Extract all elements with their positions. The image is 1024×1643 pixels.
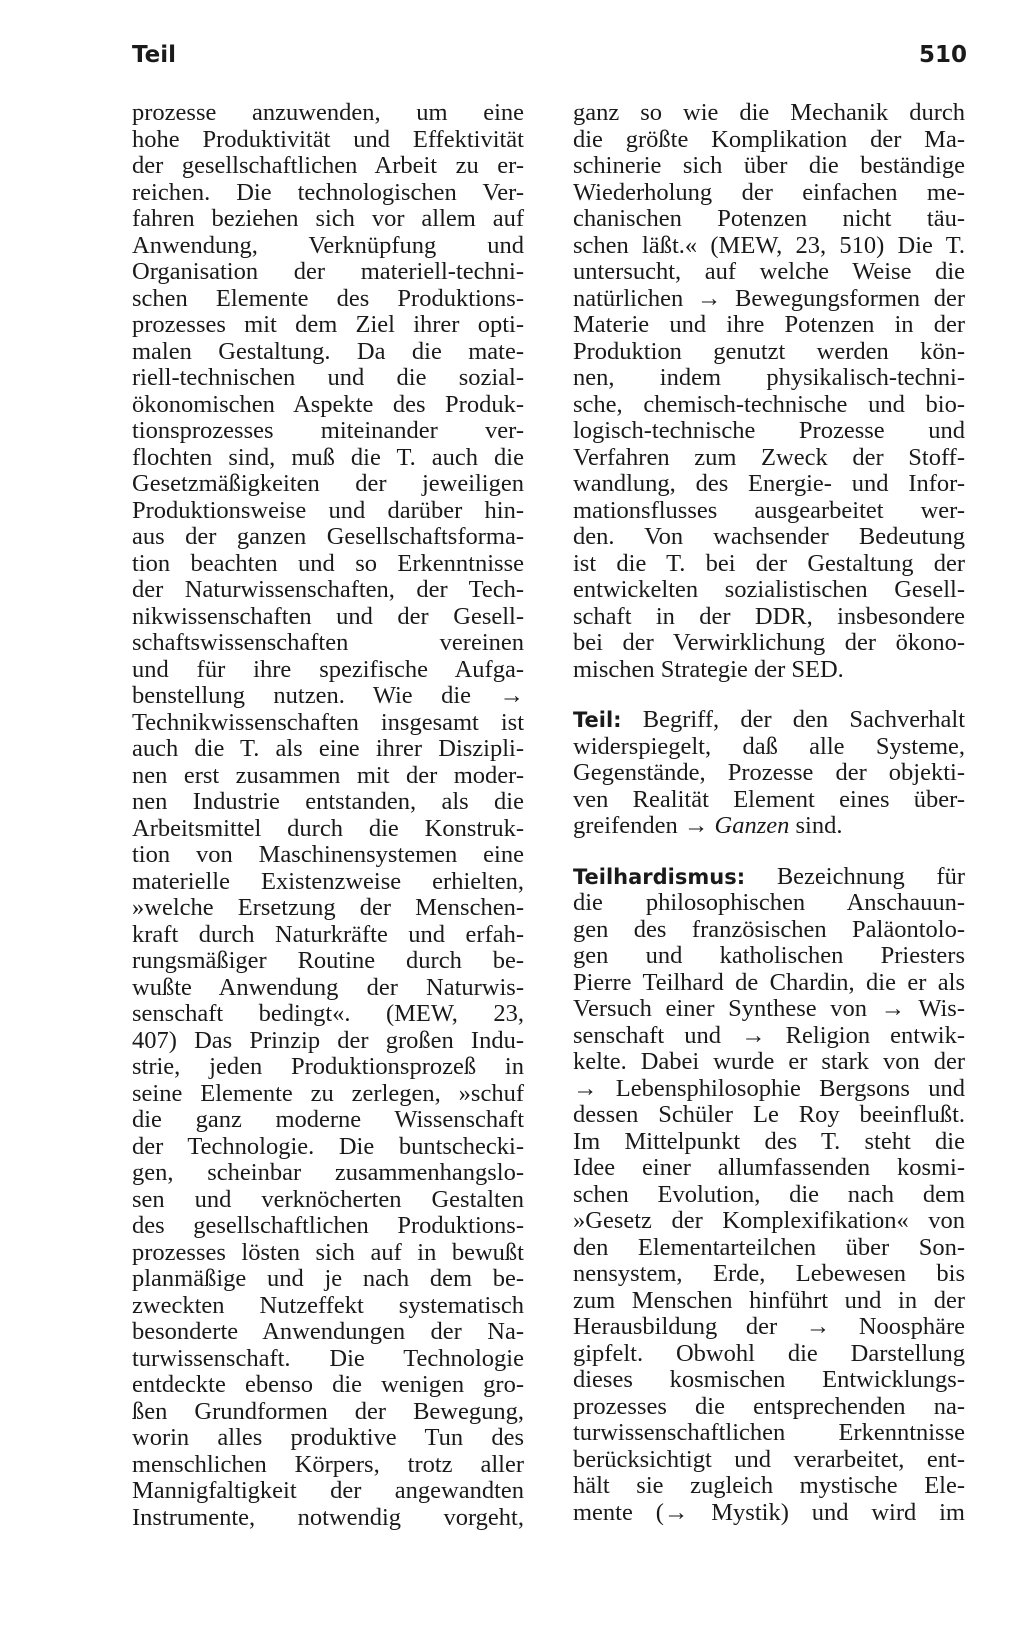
text-line: tion von Maschinensystemen eine [132,841,524,868]
text-line: 407) Das Prinzip der großen Indu- [132,1026,524,1054]
text-line: bei der Verwirklichung der ökono- [573,629,965,656]
text-line: gen, scheinbar zusammenhangslo- [132,1159,524,1186]
text-line: Versuch einer Synthese von → Wis- [573,995,965,1022]
text-line: untersucht, auf welche Weise die [573,258,965,285]
text-line: »Gesetz der Komplexifikation« von [573,1207,965,1234]
text-line: mischen Strategie der SED. [573,655,844,683]
entry-lemma: Teilhardismus: [573,864,746,889]
text-line: Arbeitsmittel durch die Konstruk- [132,814,524,842]
text-line: Pierre Teilhard de Chardin, die er als [573,968,965,996]
text-line: seine Elemente zu zerlegen, »schuf [132,1079,524,1107]
text-line: aus der ganzen Gesellschaftsforma- [132,523,524,550]
entry-text: sind. [795,812,843,839]
text-line: fahren beziehen sich vor allem auf [132,205,524,232]
text-line: Im Mittelpunkt des T. steht die [573,1127,965,1155]
text-line: hohe Produktivität und Effektivität [132,125,524,153]
text-line: materielle Existenzweise erhielten, [132,867,524,895]
text-line: tionsprozesses miteinander ver- [132,417,524,444]
text-line: gen des französischen Paläontolo- [573,915,965,943]
text-line: des gesellschaftlichen Produktions- [132,1212,524,1239]
text-line: ganz so wie die Mechanik durch [573,99,965,126]
text-line: hält sie zugleich mystische Ele- [573,1472,965,1499]
text-line: dieses kosmischen Entwicklungs- [573,1366,965,1393]
text-line: Technikwissenschaften insgesamt ist [132,708,524,736]
text-line: prozesses mit dem Ziel ihrer opti- [132,311,524,338]
text-line: kelte. Dabei wurde er stark von der [573,1048,965,1075]
text-line: den. Von wachsender Bedeutung [573,523,965,550]
text-line: senschaft bedingt«. (MEW, 23, [132,1000,524,1027]
entry-body [573,890,965,1526]
entry-first-line [573,707,965,734]
text-line: kraft durch Naturkräfte und erfah- [132,920,524,948]
text-line: Anwendung, Verknüpfung und [132,231,524,259]
text-line: worin alles produktive Tun des [132,1424,524,1451]
text-line: schen Evolution, die nach dem [573,1180,965,1208]
text-line: gipfelt. Obwohl die Darstellung [573,1339,965,1367]
text-line: entdeckte ebenso die wenigen gro- [132,1371,524,1398]
text-line: besonderte Anwendungen der Na- [132,1318,524,1345]
text-line: rungsmäßiger Routine durch be- [132,947,524,974]
text-line: chanischen Potenzen nicht täu- [573,205,965,232]
text-line: Organisation der materiell-techni- [132,258,524,285]
text-line: und für ihre spezifische Aufga- [132,655,524,683]
text-line: Produktionsweise und darüber hin- [132,496,524,524]
text-line: riell-technischen und die sozial- [132,364,524,391]
text-line: »welche Ersetzung der Menschen- [132,894,524,921]
text-line: schaftswissenschaften vereinen [132,629,524,656]
cross-reference: Ganzen [714,812,790,839]
text-line: ökonomischen Aspekte des Produk- [132,390,524,418]
text-line: Gegenstände, Prozesse der objekti- [573,759,965,786]
text-line: nensystem, Erde, Lebewesen bis [573,1260,965,1287]
text-line: turwissenschaft. Die Technologie [132,1344,524,1372]
text-line: → Lebensphilosophie Bergsons und [573,1074,965,1102]
text-line: nen erst zusammen mit der moder- [132,761,524,789]
text-line: mente (→ Mystik) und wird im [573,1498,965,1526]
text-line: dessen Schüler Le Roy beeinflußt. [573,1101,965,1128]
text-line: menschlichen Körpers, trotz aller [132,1450,524,1478]
text-line: berücksichtigt und verarbeitet, ent- [573,1445,965,1473]
text-line: der gesellschaftlichen Arbeit zu er- [132,152,524,179]
text-line: strie, jeden Produktionsprozeß in [132,1053,524,1080]
entry-text: Bezeichnung für [776,862,965,890]
text-line: prozesse anzuwenden, um eine [132,99,524,126]
text-line: entwickelten sozialistischen Gesell- [573,576,965,603]
text-line: schen läßt.« (MEW, 23, 510) Die T. [573,231,965,259]
entry-text: Begriff, der den Sachverhalt [642,706,965,733]
text-line: mationsflusses ausgearbeitet wer- [573,496,965,524]
text-line: prozesses die entsprechenden na- [573,1392,965,1420]
entry-text: greifenden → [573,812,709,839]
text-line: Mannigfaltigkeit der angewandten [132,1477,524,1504]
text-line: die ganz moderne Wissenschaft [132,1106,524,1133]
text-line: der Naturwissenschaften, der Tech- [132,576,524,603]
text-line: ven Realität Element eines über- [573,785,965,813]
running-head-lemma: Teil [132,42,177,68]
text-line: wußte Anwendung der Naturwis- [132,973,524,1001]
text-line: zum Menschen hinführt und in der [573,1286,965,1314]
text-line: der Technologie. Die buntschecki- [132,1132,524,1160]
text-line: Gesetzmäßigkeiten der jeweiligen [132,470,524,497]
text-line: wandlung, des Energie- und Infor- [573,470,965,497]
text-line: gen und katholischen Priesters [573,942,965,969]
text-line: zweckten Nutzeffekt systematisch [132,1291,524,1319]
text-line: sche, chemisch-technische und bio- [573,390,965,418]
text-line: nen, indem physikalisch-techni- [573,364,965,391]
entry-teil [573,707,965,840]
text-line: Produktion genutzt werden kön- [573,337,965,365]
text-line: Verfahren zum Zweck der Stoff- [573,443,965,471]
text-line: den Elementarteilchen über Son- [573,1233,965,1261]
text-line: schinerie sich über die beständige [573,152,965,179]
text-line: logisch-technische Prozesse und [573,417,965,444]
text-line: schaft in der DDR, insbesondere [573,602,965,630]
entry-teilhardismus [573,864,965,1527]
text-line: sen und verknöcherten Gestalten [132,1185,524,1213]
text-line: ßen Grundformen der Bewegung, [132,1397,524,1425]
text-line: widerspiegelt, daß alle Systeme, [573,732,965,760]
right-text-column [573,100,965,1526]
text-line: natürlichen → Bewegungsformen der [573,284,965,312]
text-line: reichen. Die technologischen Ver- [132,178,524,206]
text-line: schen Elemente des Produktions- [132,284,524,312]
text-line: planmäßige und je nach dem be- [132,1265,524,1292]
text-line: die größte Komplikation der Ma- [573,125,965,153]
text-line: Idee einer allumfassenden kosmi- [573,1154,965,1181]
page-header [132,42,967,82]
text-line: benstellung nutzen. Wie die → [132,682,524,709]
text-line: prozesses lösten sich auf in bewußt [132,1238,524,1266]
entry-first-line [573,864,965,891]
text-line: nikwissenschaften und der Gesell- [132,602,524,630]
entry-body [573,734,965,814]
text-line: tion beachten und so Erkenntnisse [132,549,524,577]
text-line: ist die T. bei der Gestaltung der [573,549,965,577]
text-line: Herausbildung der → Noosphäre [573,1313,965,1340]
text-line: die philosophischen Anschauun- [573,889,965,916]
entry-last-line [573,813,965,840]
entry-lemma: Teil: [573,708,622,732]
text-line: senschaft und → Religion entwik- [573,1021,965,1049]
text-line: nen Industrie entstanden, als die [132,788,524,815]
left-text-column [132,100,524,1531]
text-line: malen Gestaltung. Da die mate- [132,337,524,365]
text-line: Instrumente, notwendig vorgeht, [132,1503,524,1531]
text-line: Wiederholung der einfachen me- [573,178,965,206]
text-line: flochten sind, muß die T. auch die [132,443,524,471]
text-line: auch die T. als eine ihrer Diszipli- [132,735,524,762]
text-line: turwissenschaftlichen Erkenntnisse [573,1419,965,1446]
page-number: 510 [918,42,967,68]
text-line: Materie und ihre Potenzen in der [573,311,965,338]
technologie-entry-continuation [573,100,965,683]
